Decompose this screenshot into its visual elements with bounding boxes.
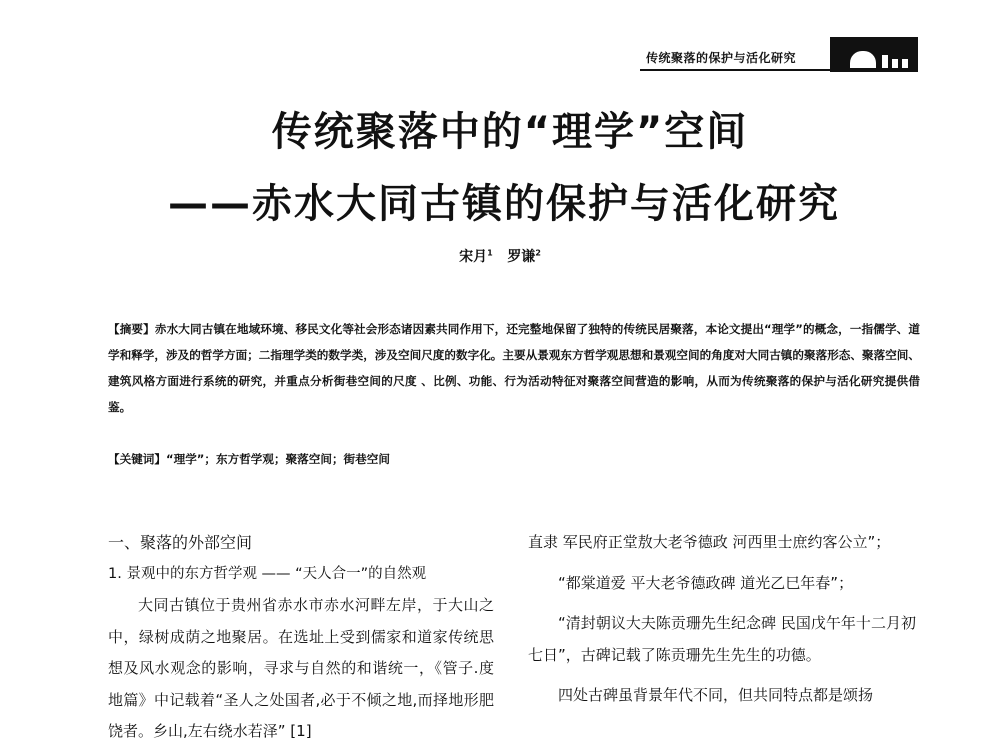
running-header-label: 传统聚落的保护与活化研究 [646,51,797,65]
keywords-block [108,451,390,467]
body-paragraph: 大同古镇位于贵州省赤水市赤水河畔左岸，于大山之中，绿树成荫之地聚居。在选址上受到儒家和道家传统思想及风水观念的影响，寻求与自然的和谐统一，《管子.度地篇》中记载着“圣人之处国者,必于不倾之地,而择地形肥饶者。乡山,左右绕水若泽” [1] [108,596,494,740]
abstract-block [108,316,920,420]
keywords-label: 【关键词】 [108,452,166,466]
right-column [528,527,916,721]
logo-dome-shape [850,51,876,68]
article-subtitle: ——赤水大同古镇的保护与活化研究 [168,181,840,227]
running-header-rule [640,69,830,71]
abstract-label: 【摘要】 [108,322,155,336]
journal-logo-block [830,37,918,72]
body-paragraph: 四处古碑虽背景年代不同，但共同特点都是颂扬 [558,686,874,704]
logo-bar-shape [902,59,908,68]
body-paragraph: “清封朝议大夫陈贡珊先生纪念碑 民国戊午年十二月初七日”，古碑记载了陈贡珊先生先生的功德。 [528,614,916,664]
left-column [108,527,494,748]
author-line [0,246,1000,266]
author-name: 宋月 [459,249,488,265]
article-title: 传统聚落中的“理学”空间 [271,109,749,155]
section-heading: 一、聚落的外部空间 [108,533,253,552]
abstract-text: 赤水大同古镇在地域环境、移民文化等社会形态诸因素共同作用下，还完整地保留了独特的传统民居聚落，本论文提出“理学”的概念，一指儒学、道学和释学，涉及的哲学方面；二指理学类的数学类，涉及空间尺度的数字化。主要从景观东方哲学观思想和景观空间的角度对大同古镇的聚落形态、聚落空间、建筑风格方面进行系统的研究，并重点分析街巷空间的尺度 、比例、功能、行为活动特征对聚落空间营造的影响，从而为传统聚落的保护与活化研究提供借鉴。 [108,322,920,414]
body-paragraph: “都棠道爱 平大老爷德政碑 道光乙巳年春”； [558,573,854,592]
subsection-heading: 1. 景观中的东方哲学观 —— “天人合一”的自然观 [108,565,427,582]
logo-bar-shape [892,59,898,68]
keywords-text: “理学”；东方哲学观；聚落空间；街巷空间 [165,452,390,466]
body-paragraph: 直隶 军民府正堂敖大老爷德政 河西里士庶约客公立”； [528,533,891,551]
author-affiliation-mark: 2 [535,248,541,258]
author-name: 罗谦 [507,249,536,265]
logo-bar-shape [882,55,888,68]
author-affiliation-mark: 1 [487,248,493,258]
